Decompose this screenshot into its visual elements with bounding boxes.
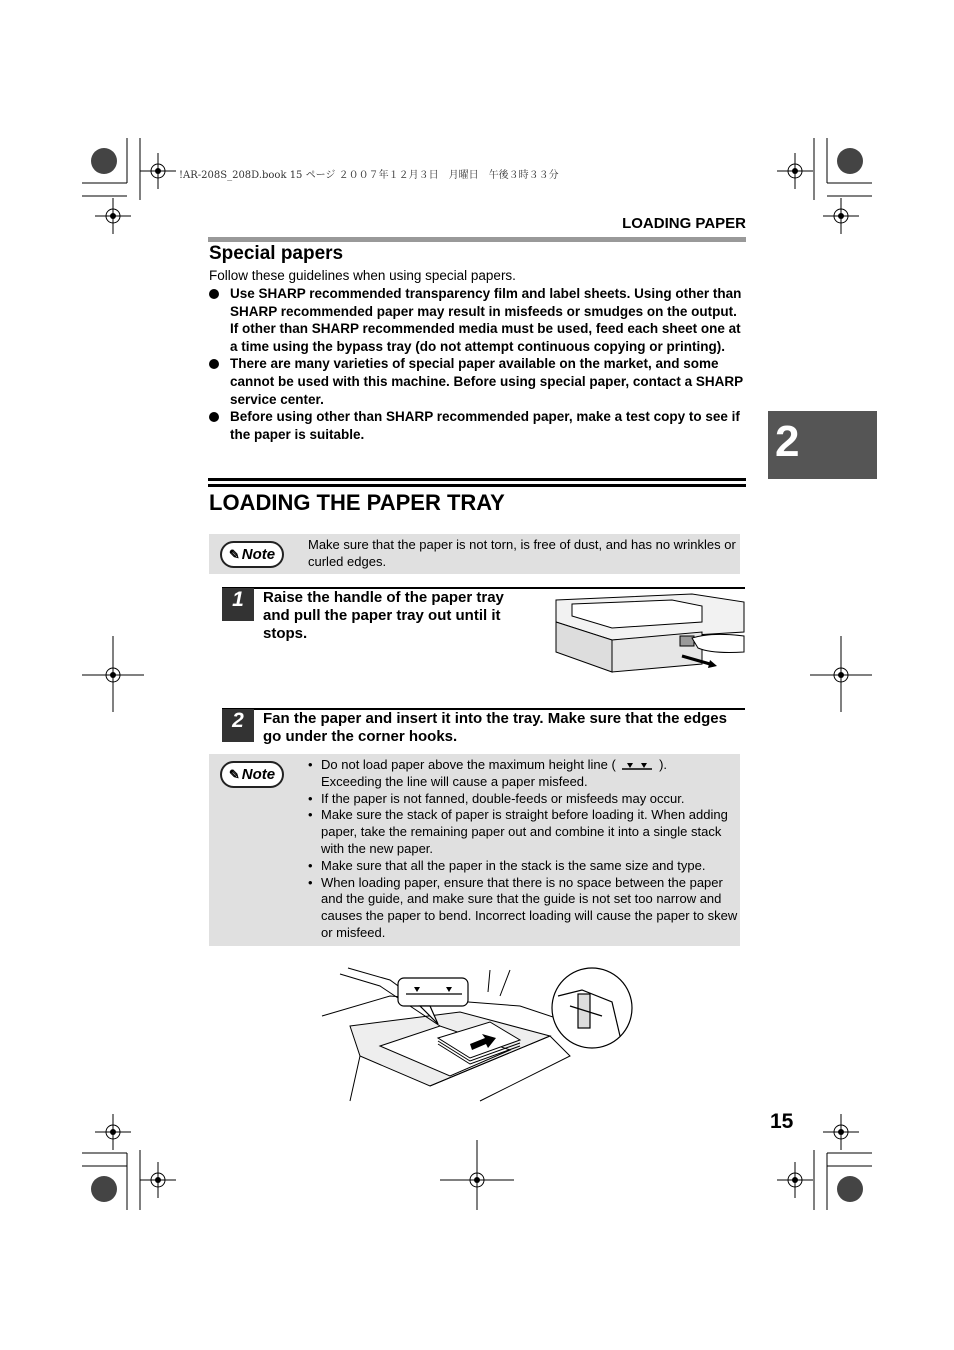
step-text: Fan the paper and insert it into the tray. Make sure that the edges go under the corner hooks.: [263, 710, 727, 745]
bullet-icon: [209, 412, 219, 422]
list-item: • Make sure the stack of paper is straight before loading it. When adding paper, take the remaining paper out and combine it into a single stack with the new paper.: [308, 807, 738, 857]
step-number: 2: [222, 709, 254, 742]
note-list: [308, 757, 738, 942]
tray-pull-illustration: [552, 592, 747, 677]
list-item: Before using other than SHARP recommended paper, make a test copy to see if the paper is suitable.: [209, 408, 745, 443]
special-papers-heading: Special papers: [209, 243, 344, 264]
list-item: • When loading paper, ensure that there is no space between the paper and the guide, and make sure that the guide is not set too narrow and causes the paper to bend. Incorrect loading will cause the paper to skew or misfeed.: [308, 875, 738, 942]
section-divider: [208, 237, 746, 242]
step-number: 1: [222, 588, 254, 621]
special-papers-list: [209, 285, 745, 443]
section-label: LOADING PAPER: [622, 215, 746, 232]
loading-heading: LOADING THE PAPER TRAY: [209, 490, 505, 515]
heading-rule-top: [208, 478, 746, 481]
note-badge: ✎ Note: [220, 761, 284, 788]
max-height-line-icon: [621, 761, 653, 771]
heading-rule-bottom: [208, 484, 746, 487]
list-item: Use SHARP recommended transparency film and label sheets. Using other than SHARP recommended paper may result in misfeeds or smudges on the output. If other than SHARP recommended media must be used, feed each sheet one at a time using the bypass tray (do not attempt continuous copying or printing).: [209, 285, 745, 355]
bullet-icon: [209, 359, 219, 369]
bullet-icon: [209, 289, 219, 299]
page-number: 15: [770, 1110, 794, 1133]
pencil-icon: ✎: [228, 546, 240, 562]
pencil-icon: ✎: [228, 766, 240, 782]
book-meta-header: !AR-208S_208D.book 15 ページ ２００７年１２月３日 月曜日 午後３時３３分: [179, 170, 559, 181]
paper-insert-illustration: [320, 966, 635, 1102]
list-item: • Do not load paper above the maximum height line ( ). Exceeding the line will cause a paper misfeed.: [308, 757, 738, 791]
chapter-tab: 2: [768, 411, 877, 479]
note-text: Make sure that the paper is not torn, is free of dust, and has no wrinkles or curled edges.: [308, 537, 736, 569]
step-text: Raise the handle of the paper tray and pull the paper tray out until it stops.: [263, 589, 504, 642]
list-item: • Make sure that all the paper in the stack is the same size and type.: [308, 858, 738, 875]
list-item: There are many varieties of special paper available on the market, and some cannot be used with this machine. Before using special paper, contact a SHARP service center.: [209, 355, 745, 408]
special-papers-intro: Follow these guidelines when using special papers.: [209, 268, 516, 283]
list-item: • If the paper is not fanned, double-feeds or misfeeds may occur.: [308, 791, 738, 808]
note-badge: ✎ Note: [220, 541, 284, 568]
